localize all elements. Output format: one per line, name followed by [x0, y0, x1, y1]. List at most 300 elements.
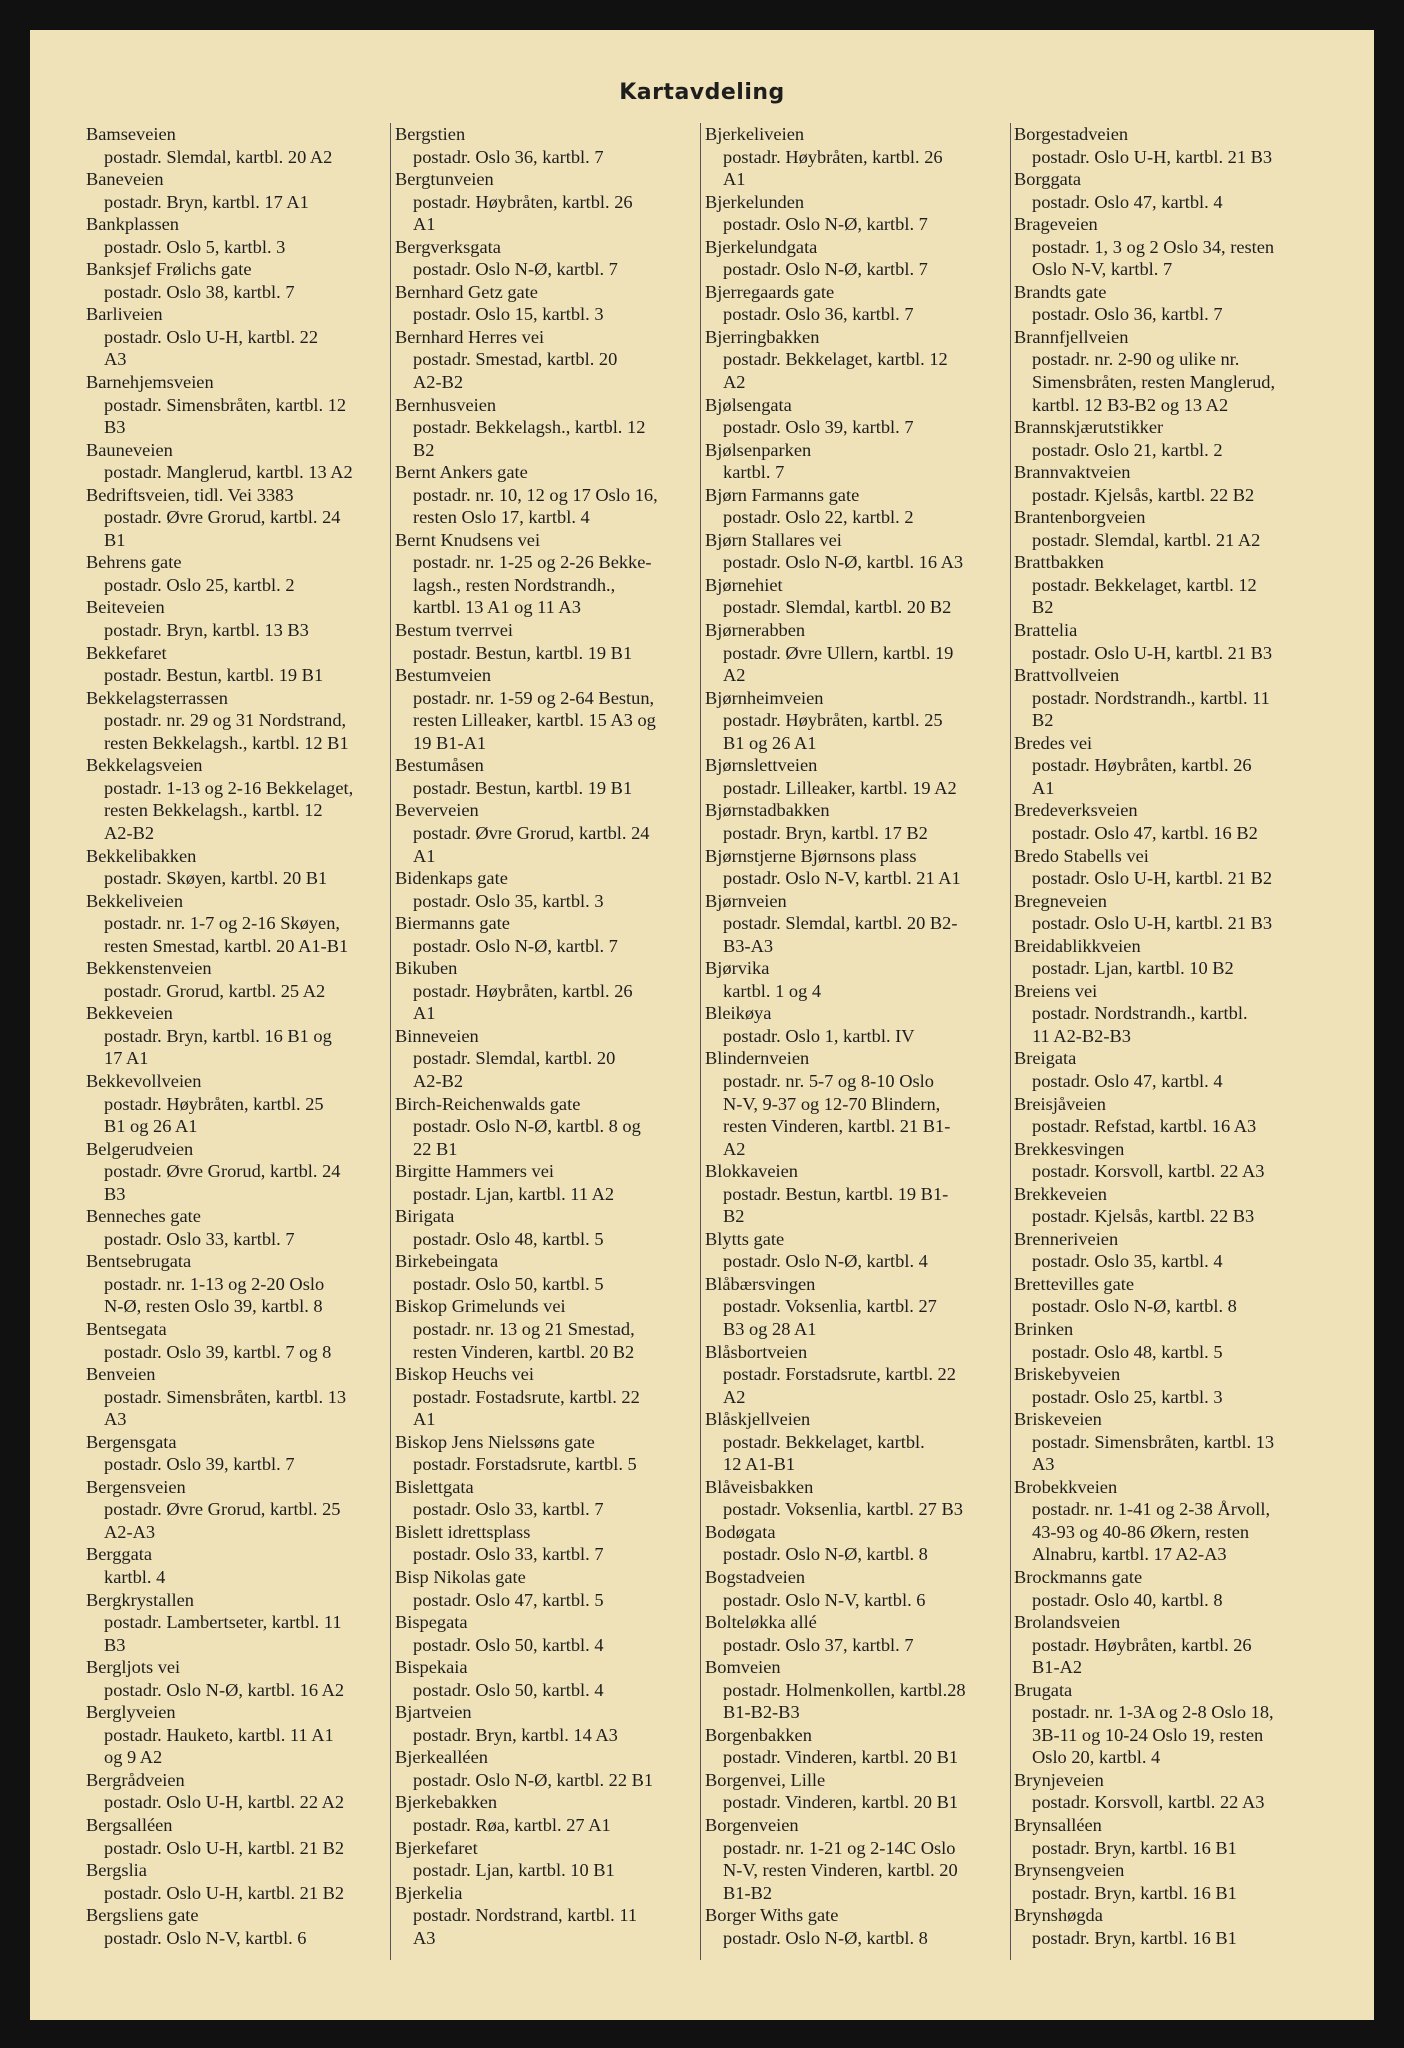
street-name: Bergensveien: [86, 1476, 186, 1497]
postal-info: postadr. Oslo U-H, kartbl. 22 A2: [104, 1792, 345, 1813]
street-name: Bestumveien: [395, 665, 492, 686]
street-name: Bjølsenparken: [705, 439, 812, 460]
postal-info: postadr. Vinderen, kartbl. 20 B1: [723, 1792, 959, 1813]
postal-info: postadr. nr. 29 og 31 Nordstrand,: [104, 710, 347, 731]
postal-info-continued: A1: [1032, 777, 1055, 798]
postal-info: postadr. Oslo N-Ø, kartbl. 7: [723, 214, 928, 235]
postal-info: postadr. Oslo 33, kartbl. 7: [104, 1228, 295, 1249]
postal-info: postadr. Bryn, kartbl. 16 B1: [1032, 1927, 1237, 1948]
postal-info: postadr. Oslo 33, kartbl. 7: [413, 1499, 604, 1520]
street-name: Brolandsveien: [1014, 1612, 1121, 1633]
postal-info-continued: B2: [1032, 710, 1054, 731]
postal-info: postadr. Lambertseter, kartbl. 11: [104, 1612, 342, 1633]
postal-info-continued: B3: [104, 1183, 126, 1204]
postal-info: postadr. Øvre Grorud, kartbl. 25: [104, 1499, 341, 1520]
street-name: Bidenkaps gate: [395, 868, 508, 889]
street-name: Brynshøgda: [1014, 1905, 1103, 1926]
postal-info: postadr. Oslo 21, kartbl. 2: [1032, 439, 1223, 460]
postal-info-continued: B1 og 26 A1: [723, 732, 817, 753]
street-name: Borgenbakken: [705, 1724, 812, 1745]
postal-info: postadr. Bekkelagsh., kartbl. 12: [413, 417, 646, 438]
postal-info: postadr. Høybråten, kartbl. 26: [1032, 755, 1252, 776]
postal-info: postadr. Oslo 36, kartbl. 7: [723, 304, 914, 325]
postal-info-continued: B2: [1032, 597, 1054, 618]
postal-info-continued: resten Smestad, kartbl. 20 A1-B1: [104, 935, 349, 956]
postal-info-continued: N-V, 9-37 og 12-70 Blindern,: [723, 1093, 941, 1114]
postal-info-continued: resten Bekkelagsh., kartbl. 12 B1: [104, 732, 349, 753]
postal-info: postadr. Nordstrandh., kartbl. 11: [1032, 687, 1270, 708]
postal-info-continued: B3: [104, 417, 126, 438]
postal-info: postadr. Bestun, kartbl. 19 B1-: [723, 1183, 949, 1204]
street-name: Bergsalléen: [86, 1815, 173, 1836]
street-name: Blåskjellveien: [705, 1409, 811, 1430]
postal-info: postadr. nr. 1-41 og 2-38 Årvoll,: [1032, 1499, 1271, 1520]
postal-info: postadr. Holmenkollen, kartbl.28: [723, 1679, 966, 1700]
street-name: Benveien: [86, 1364, 156, 1385]
postal-info-continued: A3: [104, 349, 127, 370]
street-name: Bredo Stabells vei: [1014, 845, 1149, 866]
postal-info: postadr. Voksenlia, kartbl. 27: [723, 1296, 937, 1317]
street-name: Bodøgata: [705, 1521, 776, 1542]
postal-info: postadr. Nordstrandh., kartbl.: [1032, 1003, 1248, 1024]
postal-info: postadr. Forstadsrute, kartbl. 22: [723, 1364, 956, 1385]
postal-info: postadr. Bryn, kartbl. 17 A1: [104, 191, 309, 212]
postal-info: postadr. Oslo U-H, kartbl. 21 B2: [104, 1882, 345, 1903]
street-name: Bergensgata: [86, 1431, 177, 1452]
postal-info: postadr. Øvre Grorud, kartbl. 24: [413, 822, 650, 843]
street-name: Borgenvei, Lille: [705, 1769, 826, 1790]
street-name: Bedriftsveien, tidl. Vei 3383: [86, 484, 294, 505]
street-name: Bekkelibakken: [86, 845, 197, 866]
street-name: Bjerringbakken: [705, 326, 820, 347]
street-name: Bjørnerabben: [705, 620, 806, 641]
street-name: Bekkeveien: [86, 1003, 173, 1024]
postal-info: postadr. Oslo 39, kartbl. 7: [104, 1454, 295, 1475]
street-name: Bernt Knudsens vei: [395, 529, 541, 550]
street-name: Brekkeveien: [1014, 1183, 1107, 1204]
postal-info: postadr. Hauketo, kartbl. 11 A1: [104, 1724, 334, 1745]
postal-info: postadr. Simensbråten, kartbl. 13: [104, 1386, 347, 1407]
street-name: Bjørnveien: [705, 890, 787, 911]
street-name: Bergkrystallen: [86, 1589, 194, 1610]
postal-info: kartbl. 4: [104, 1567, 166, 1587]
postal-info: postadr. Oslo N-Ø, kartbl. 4: [723, 1251, 928, 1272]
street-name: Bernt Ankers gate: [395, 462, 528, 483]
postal-info-continued: A1: [413, 1409, 436, 1430]
street-name: Bjørn Farmanns gate: [705, 484, 860, 505]
postal-info: postadr. Oslo 15, kartbl. 3: [413, 304, 604, 325]
street-name: Berglyveien: [86, 1702, 176, 1723]
postal-info: postadr. Slemdal, kartbl. 20: [413, 1048, 616, 1069]
postal-info: postadr. Bryn, kartbl. 17 B2: [723, 822, 928, 843]
postal-info: postadr. Ljan, kartbl. 10 B1: [413, 1860, 615, 1881]
postal-info: postadr. nr. 1-59 og 2-64 Bestun,: [413, 687, 655, 708]
street-index: [86, 123, 1318, 1960]
postal-info-continued: A3: [1032, 1454, 1055, 1475]
street-name: Brattbakken: [1014, 552, 1104, 573]
postal-info: postadr. Høybråten, kartbl. 25: [104, 1093, 324, 1114]
postal-info: postadr. Oslo 25, kartbl. 2: [104, 574, 295, 595]
postal-info-continued: B3-A3: [723, 935, 774, 956]
postal-info: postadr. Kjelsås, kartbl. 22 B2: [1032, 484, 1255, 505]
street-name: Brynsalléen: [1014, 1815, 1102, 1836]
street-name: Brugata: [1014, 1679, 1073, 1700]
street-name: Bergverksgata: [395, 236, 501, 257]
postal-info-continued: A2: [723, 1138, 746, 1159]
postal-info-continued: 19 B1-A1: [413, 732, 487, 753]
street-name: Belgerudveien: [86, 1138, 194, 1159]
index-column-1: [86, 123, 394, 1960]
postal-info: postadr. Øvre Grorud, kartbl. 24: [104, 1161, 341, 1182]
postal-info-continued: N-V, resten Vinderen, kartbl. 20: [723, 1860, 958, 1881]
postal-info-continued: 22 B1: [413, 1138, 458, 1159]
postal-info-continued: 3B-11 og 10-24 Oslo 19, resten: [1032, 1724, 1264, 1745]
postal-info: postadr. Bestun, kartbl. 19 B1: [413, 642, 633, 663]
postal-info-continued: A2-B2: [413, 1070, 464, 1091]
postal-info: postadr. Oslo 39, kartbl. 7: [723, 417, 914, 438]
street-name: Biskop Grimelunds vei: [395, 1296, 566, 1317]
street-name: Bjerkelunden: [705, 191, 805, 212]
street-name: Brettevilles gate: [1014, 1273, 1135, 1294]
postal-info: postadr. Oslo 40, kartbl. 8: [1032, 1589, 1223, 1610]
street-name: Brynsengveien: [1014, 1860, 1125, 1881]
street-name: Baneveien: [86, 169, 164, 190]
street-name: Blindernveien: [705, 1048, 810, 1069]
postal-info: postadr. Ljan, kartbl. 11 A2: [413, 1183, 615, 1204]
postal-info: postadr. Oslo N-Ø, kartbl. 8: [723, 1927, 928, 1948]
street-name: Brannskjærutstikker: [1014, 417, 1164, 438]
postal-info-continued: B1-B2: [723, 1882, 773, 1903]
postal-info-continued: Oslo N-V, kartbl. 7: [1032, 259, 1173, 280]
street-name: Brantenborgveien: [1014, 507, 1146, 528]
postal-info: postadr. nr. 1-3A og 2-8 Oslo 18,: [1032, 1702, 1274, 1723]
postal-info: postadr. Øvre Grorud, kartbl. 24: [104, 507, 341, 528]
postal-info: postadr. Oslo 36, kartbl. 7: [413, 146, 604, 167]
postal-info-continued: resten Lilleaker, kartbl. 15 A3 og: [413, 710, 656, 731]
street-name: Breidablikkveien: [1014, 935, 1141, 956]
postal-info: postadr. Bryn, kartbl. 16 B1: [1032, 1882, 1237, 1903]
postal-info: postadr. Lilleaker, kartbl. 19 A2: [723, 777, 957, 798]
street-name: Bjørn Stallares vei: [705, 529, 842, 550]
street-name: Bestumåsen: [395, 755, 484, 776]
postal-info: postadr. Oslo N-Ø, kartbl. 7: [723, 259, 928, 280]
street-name: Bergrådveien: [86, 1769, 185, 1790]
postal-info-continued: Oslo 20, kartbl. 4: [1032, 1747, 1161, 1768]
postal-info-continued: lagsh., resten Nordstrandh.,: [413, 574, 616, 595]
postal-info: postadr. Manglerud, kartbl. 13 A2: [104, 462, 353, 483]
street-name: Blåveisbakken: [705, 1476, 814, 1497]
street-name: Bekkevollveien: [86, 1070, 202, 1091]
postal-info: postadr. Oslo N-Ø, kartbl. 16 A2: [104, 1679, 345, 1700]
postal-info: postadr. Slemdal, kartbl. 20 B2-: [723, 913, 958, 934]
postal-info-continued: 43-93 og 40-86 Økern, resten: [1032, 1521, 1250, 1542]
page-heading: Kartavdeling: [619, 80, 785, 105]
street-name: Brekkesvingen: [1014, 1138, 1125, 1159]
postal-info: postadr. nr. 5-7 og 8-10 Oslo: [723, 1070, 934, 1091]
street-name: Bjerregaards gate: [705, 281, 835, 302]
street-name: Bjerkeliveien: [705, 124, 805, 144]
street-name: Brannfjellveien: [1014, 326, 1129, 347]
postal-info: postadr. Oslo 48, kartbl. 5: [1032, 1341, 1223, 1362]
postal-info: postadr. nr. 2-90 og ulike nr.: [1032, 349, 1240, 370]
index-column-4: [1014, 123, 1322, 1960]
street-name: Barnehjemsveien: [86, 372, 214, 393]
street-name: Bentsebrugata: [86, 1251, 192, 1272]
postal-info: postadr. Slemdal, kartbl. 20 B2: [723, 597, 952, 618]
postal-info: postadr. Oslo 35, kartbl. 3: [413, 890, 604, 911]
street-name: Beiteveien: [86, 597, 165, 618]
street-name: Bomveien: [705, 1657, 781, 1678]
postal-info: postadr. Nordstrand, kartbl. 11: [413, 1905, 638, 1926]
street-name: Brynjeveien: [1014, 1769, 1104, 1790]
street-name: Bislettgata: [395, 1476, 474, 1497]
postal-info: postadr. Slemdal, kartbl. 21 A2: [1032, 529, 1261, 550]
postal-info: postadr. Simensbråten, kartbl. 12: [104, 394, 347, 415]
postal-info-continued: Alnabru, kartbl. 17 A2-A3: [1032, 1544, 1227, 1565]
street-name: Blytts gate: [705, 1228, 785, 1249]
postal-info: postadr. Korsvoll, kartbl. 22 A3: [1032, 1161, 1265, 1182]
postal-info-continued: B1-B2-B3: [723, 1702, 800, 1723]
street-name: Brenneriveien: [1014, 1228, 1119, 1249]
postal-info-continued: kartbl. 13 A1 og 11 A3: [413, 597, 581, 618]
street-name: Briskeveien: [1014, 1409, 1102, 1430]
street-name: Borggata: [1014, 169, 1082, 190]
street-name: Bentsegata: [86, 1318, 167, 1339]
postal-info: postadr. Bestun, kartbl. 19 B1: [413, 777, 633, 798]
postal-info: postadr. Forstadsrute, kartbl. 5: [413, 1454, 637, 1475]
street-name: Bispegata: [395, 1612, 468, 1633]
postal-info-continued: B3 og 28 A1: [723, 1318, 817, 1339]
postal-info-continued: A3: [104, 1409, 127, 1430]
street-name: Brandts gate: [1014, 281, 1107, 302]
street-name: Behrens gate: [86, 552, 182, 573]
postal-info: postadr. Bryn, kartbl. 13 B3: [104, 620, 309, 641]
street-name: Bjørvika: [705, 958, 770, 979]
street-name: Breisjåveien: [1014, 1093, 1106, 1114]
postal-info-continued: Simensbråten, resten Manglerud,: [1032, 372, 1276, 393]
postal-info: postadr. Oslo 33, kartbl. 7: [413, 1544, 604, 1565]
postal-info: postadr. Oslo 36, kartbl. 7: [1032, 304, 1223, 325]
street-name: Bekkenstenveien: [86, 958, 212, 979]
street-name: Brageveien: [1014, 214, 1098, 235]
postal-info: postadr. Oslo U-H, kartbl. 21 B3: [1032, 146, 1273, 167]
postal-info: kartbl. 7: [723, 462, 785, 483]
postal-info-continued: A2-B2: [413, 372, 464, 393]
street-name: Bislett idrettsplass: [395, 1521, 531, 1542]
street-name: Borgestadveien: [1014, 124, 1129, 144]
street-name: Bikuben: [395, 958, 458, 979]
street-name: Berggata: [86, 1544, 153, 1565]
street-name: Bjartveien: [395, 1702, 472, 1723]
street-name: Bergtunveien: [395, 169, 494, 190]
postal-info-continued: A2-A3: [104, 1521, 156, 1542]
postal-info: postadr. Oslo 39, kartbl. 7 og 8: [104, 1341, 332, 1362]
postal-info-continued: B3: [104, 1634, 126, 1655]
postal-info: postadr. nr. 1-25 og 2-26 Bekke-: [413, 552, 652, 573]
postal-info: postadr. Oslo 50, kartbl. 5: [413, 1273, 604, 1294]
postal-info-continued: B1: [104, 529, 126, 550]
postal-info: postadr. 1, 3 og 2 Oslo 34, resten: [1032, 236, 1275, 257]
street-name: Banksjef Frølichs gate: [86, 259, 252, 280]
street-name: Brinken: [1014, 1318, 1074, 1339]
street-name: Brattelia: [1014, 620, 1078, 641]
postal-info: postadr. Bekkelaget, kartbl.: [723, 1431, 925, 1452]
postal-info: postadr. Oslo 37, kartbl. 7: [723, 1634, 914, 1655]
street-name: Brattvollveien: [1014, 665, 1120, 686]
street-name: Birch-Reichenwalds gate: [395, 1093, 581, 1114]
postal-info-continued: resten Vinderen, kartbl. 21 B1-: [723, 1116, 951, 1137]
street-name: Bamseveien: [86, 124, 176, 144]
street-name: Bjørnslettveien: [705, 755, 818, 776]
street-name: Bispekaia: [395, 1657, 468, 1678]
postal-info: postadr. nr. 1-13 og 2-20 Oslo: [104, 1273, 325, 1294]
postal-info-continued: A2-B2: [104, 822, 155, 843]
index-column-3: [705, 123, 1013, 1960]
street-name: Bernhard Herres vei: [395, 326, 545, 347]
postal-info: postadr. Høybråten, kartbl. 26: [413, 980, 633, 1001]
postal-info: postadr. Oslo N-Ø, kartbl. 8: [1032, 1296, 1237, 1317]
postal-info: postadr. Skøyen, kartbl. 20 B1: [104, 868, 328, 889]
postal-info: postadr. Bryn, kartbl. 14 A3: [413, 1724, 618, 1745]
street-name: Bjørnehiet: [705, 574, 783, 595]
postal-info: postadr. Høybråten, kartbl. 25: [723, 710, 943, 731]
street-name: Bjørnheimveien: [705, 687, 824, 708]
postal-info-continued: A1: [413, 214, 436, 235]
postal-info-continued: B2: [413, 439, 435, 460]
postal-info: postadr. Oslo N-V, kartbl. 21 A1: [723, 868, 961, 889]
postal-info-continued: A1: [413, 845, 436, 866]
postal-info-continued: kartbl. 12 B3-B2 og 13 A2: [1032, 394, 1229, 415]
street-name: Borger Withs gate: [705, 1905, 839, 1926]
postal-info-continued: resten Vinderen, kartbl. 20 B2: [413, 1341, 635, 1362]
street-name: Brobekkveien: [1014, 1476, 1118, 1497]
postal-info-continued: B1-A2: [1032, 1657, 1083, 1678]
street-name: Beverveien: [395, 800, 479, 821]
street-name: Biskop Heuchs vei: [395, 1364, 534, 1385]
postal-info: postadr. Oslo N-Ø, kartbl. 8 og: [413, 1116, 641, 1137]
index-column-2: [395, 123, 703, 1960]
postal-info-continued: B2: [723, 1206, 745, 1227]
postal-info: postadr. Bekkelaget, kartbl. 12: [723, 349, 948, 370]
street-name: Bestum tverrvei: [395, 620, 513, 641]
postal-info: postadr. Ljan, kartbl. 10 B2: [1032, 958, 1234, 979]
postal-info-continued: 11 A2-B2-B3: [1032, 1025, 1131, 1046]
postal-info: postadr. Vinderen, kartbl. 20 B1: [723, 1747, 959, 1768]
postal-info: postadr. Oslo U-H, kartbl. 21 B3: [1032, 642, 1273, 663]
postal-info: postadr. Simensbråten, kartbl. 13: [1032, 1431, 1275, 1452]
postal-info-continued: 12 A1-B1: [723, 1454, 796, 1475]
street-name: Blåbærsvingen: [705, 1273, 816, 1294]
postal-info: postadr. 1-13 og 2-16 Bekkelaget,: [104, 777, 354, 798]
street-name: Borgenveien: [705, 1815, 799, 1836]
postal-info: postadr. Oslo 47, kartbl. 5: [413, 1589, 604, 1610]
postal-info-continued: N-Ø, resten Oslo 39, kartbl. 8: [104, 1296, 323, 1317]
street-name: Bolteløkka allé: [705, 1612, 817, 1633]
postal-info: postadr. Oslo N-V, kartbl. 6: [723, 1589, 926, 1610]
postal-info: postadr. Oslo N-V, kartbl. 6: [104, 1927, 307, 1948]
postal-info: postadr. Oslo 48, kartbl. 5: [413, 1228, 604, 1249]
street-name: Brockmanns gate: [1014, 1567, 1143, 1587]
street-name: Bjerkefaret: [395, 1837, 478, 1858]
postal-info: postadr. Oslo 35, kartbl. 4: [1032, 1251, 1223, 1272]
postal-info-continued: A3: [413, 1927, 436, 1948]
street-name: Breiens vei: [1014, 980, 1098, 1001]
street-name: Breigata: [1014, 1048, 1077, 1069]
postal-info: postadr. Oslo 5, kartbl. 3: [104, 236, 286, 257]
street-name: Birigata: [395, 1206, 455, 1227]
postal-info: postadr. Oslo 50, kartbl. 4: [413, 1679, 604, 1700]
postal-info: postadr. nr. 1-21 og 2-14C Oslo: [723, 1837, 956, 1858]
postal-info: postadr. Oslo U-H, kartbl. 22: [104, 326, 319, 347]
postal-info: postadr. Korsvoll, kartbl. 22 A3: [1032, 1792, 1265, 1813]
postal-info: postadr. Oslo U-H, kartbl. 21 B2: [1032, 868, 1273, 889]
street-name: Bjerkebakken: [395, 1792, 498, 1813]
postal-info-continued: A2: [723, 1386, 746, 1407]
street-name: Bernhusveien: [395, 394, 497, 415]
street-name: Biskop Jens Nielssøns gate: [395, 1431, 595, 1452]
postal-info: postadr. Høybråten, kartbl. 26: [723, 146, 943, 167]
postal-info: postadr. Øvre Ullern, kartbl. 19: [723, 642, 954, 663]
postal-info: postadr. Bryn, kartbl. 16 B1: [1032, 1837, 1237, 1858]
postal-info: postadr. Oslo 38, kartbl. 7: [104, 281, 295, 302]
street-name: Birkebeingata: [395, 1251, 499, 1272]
postal-info-continued: A2: [723, 665, 746, 686]
postal-info: postadr. Smestad, kartbl. 20: [413, 349, 618, 370]
street-name: Bogstadveien: [705, 1567, 806, 1587]
street-name: Bjørnstadbakken: [705, 800, 830, 821]
postal-info-continued: A1: [413, 1003, 436, 1024]
street-name: Bisp Nikolas gate: [395, 1567, 526, 1587]
street-name: Bjerkelundgata: [705, 236, 818, 257]
postal-info-continued: og 9 A2: [104, 1747, 163, 1768]
street-name: Bankplassen: [86, 214, 179, 235]
street-name: Bergljots vei: [86, 1657, 181, 1678]
postal-info-continued: resten Oslo 17, kartbl. 4: [413, 507, 590, 528]
street-name: Bekkeliveien: [86, 890, 184, 911]
postal-info: postadr. Bestun, kartbl. 19 B1: [104, 665, 324, 686]
postal-info: postadr. Bekkelaget, kartbl. 12: [1032, 574, 1257, 595]
postal-info: postadr. Fostadsrute, kartbl. 22: [413, 1386, 640, 1407]
street-name: Bergsliens gate: [86, 1905, 199, 1926]
street-name: Bjerkelia: [395, 1882, 463, 1903]
postal-info: postadr. Oslo N-Ø, kartbl. 7: [413, 259, 618, 280]
street-name: Bergslia: [86, 1860, 147, 1881]
postal-info: postadr. Oslo 1, kartbl. IV: [723, 1025, 915, 1046]
postal-info: postadr. Oslo 47, kartbl. 16 B2: [1032, 822, 1258, 843]
street-name: Binneveien: [395, 1025, 479, 1046]
postal-info: postadr. Oslo N-Ø, kartbl. 8: [723, 1544, 928, 1565]
street-name: Blokkaveien: [705, 1161, 798, 1182]
street-name: Bjerkealléen: [395, 1747, 488, 1768]
postal-info: postadr. Slemdal, kartbl. 20 A2: [104, 146, 333, 167]
directory-page: [30, 30, 1374, 2020]
postal-info: postadr. nr. 13 og 21 Smestad,: [413, 1318, 635, 1339]
postal-info: postadr. Oslo N-Ø, kartbl. 7: [413, 935, 618, 956]
postal-info: postadr. Oslo N-Ø, kartbl. 22 B1: [413, 1769, 654, 1790]
postal-info: postadr. Oslo N-Ø, kartbl. 16 A3: [723, 552, 964, 573]
postal-info: postadr. Kjelsås, kartbl. 22 B3: [1032, 1206, 1255, 1227]
postal-info: postadr. Grorud, kartbl. 25 A2: [104, 980, 326, 1001]
street-name: Biermanns gate: [395, 913, 510, 934]
street-name: Bleikøya: [705, 1003, 772, 1024]
street-name: Bjølsengata: [705, 394, 792, 415]
street-name: Blåsbortveien: [705, 1341, 808, 1362]
postal-info-continued: resten Bekkelagsh., kartbl. 12: [104, 800, 323, 821]
postal-info: postadr. Bryn, kartbl. 16 B1 og: [104, 1025, 332, 1046]
postal-info: postadr. Oslo U-H, kartbl. 21 B3: [1032, 913, 1273, 934]
street-name: Benneches gate: [86, 1206, 201, 1227]
postal-info: postadr. Oslo 47, kartbl. 4: [1032, 1070, 1223, 1091]
